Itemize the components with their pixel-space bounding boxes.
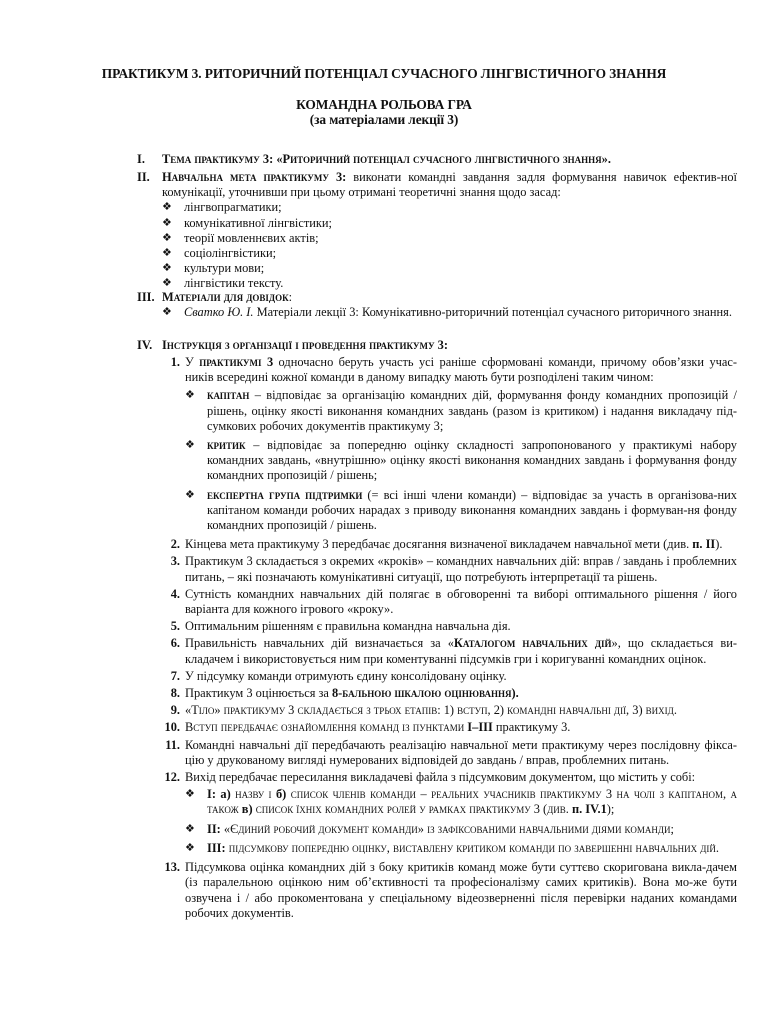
section-1 bbox=[137, 152, 737, 167]
section-2 bbox=[137, 170, 737, 292]
output-item-3: ❖ III: підсумкову попередню оцінку, виставлену критиком команди по завершенні навчальних дій. bbox=[185, 840, 719, 855]
instruction-item-9: 9. «Тіло» практикуму 3 складається з трьох етапів: 1) вступ, 2) командні навчальні дії, 3) вихід. bbox=[170, 703, 677, 718]
instruction-item-4: 4. Сутність командних навчальних дій полягає в обговоренні та виборі оптимального рішення / його варіанта для кожного ігрового «кроку». bbox=[170, 586, 737, 617]
role-list bbox=[185, 388, 737, 533]
section-number: III. bbox=[137, 290, 155, 304]
instruction-item-12: 12. Вихід передбачає пересилання викладачеві файла з підсумковим документом, що містить у собі: ❖ I: а) назву і б) список членів команди – реальних учасників практикуму 3 на чолі з капітаном, а також в) список їхніх командних ролей у рамках практикуму 3 (див. п. IV.1); ❖ II: «Єдиний робочий документ команди» із зафіксованими навчальними діями команди; ❖ III: підсумкову попередню оцінку, виставлену критиком команди по завершенні навчальних дій. bbox=[164, 770, 737, 855]
bullet-icon: ❖ bbox=[185, 439, 195, 452]
section-label: Інструкція з організації і проведення практикуму 3: bbox=[162, 338, 448, 352]
list-item: ❖ комунікативної лінгвістики; bbox=[162, 215, 333, 230]
instruction-item-7: 7. У підсумку команди отримують єдину консолідовану оцінку. bbox=[170, 668, 507, 683]
section-number: II. bbox=[137, 170, 150, 184]
section-number: I. bbox=[137, 152, 145, 166]
role-item-critic: ❖ критик – відповідає за попередню оцінку складності запропонованого у практикумі набору командних завдань, «внутрішню» оцінку якості виконання командних завдань і формування фонду командних пропозицій / рішень; bbox=[185, 438, 737, 483]
list-item: ❖ Сватко Ю. І. Матеріали лекції 3: Комунікативно-риторичний потенціал сучасного риторичного знання. bbox=[162, 305, 732, 320]
bullet-icon: ❖ bbox=[162, 277, 172, 290]
bullet-icon: ❖ bbox=[162, 231, 172, 244]
bullet-icon: ❖ bbox=[162, 201, 172, 214]
output-list bbox=[185, 787, 737, 856]
bullet-list bbox=[162, 305, 737, 320]
section-label: Матеріали для довідок bbox=[162, 290, 289, 304]
author-name: Сватко Ю. І. bbox=[184, 305, 254, 320]
bullet-icon: ❖ bbox=[162, 262, 172, 275]
section-label: Навчальна мета практикуму 3: bbox=[162, 170, 347, 184]
section-number: IV. bbox=[137, 338, 153, 352]
section-4 bbox=[137, 338, 737, 353]
instruction-item-1: 1. У практикумі 3 одночасно беруть участь усі раніше сформовані команди, причому обов’язки учас-ників всередині кожної команди в даному випадку мають бути розподілені таким чином: ❖ капітан – відповідає за організацію командних дій, формування фонду командних пропозицій / рішень, оцінку якості виконання командних завдань (разом із критиком) і надання викладачу під-сумкових робочих документів практикуму 3; ❖ критик – відповідає за попередню оцінку складності запропонованого у практикумі набору командних завдань, «внутрішню» оцінку якості виконання командних завдань і формування фонду командних пропозицій / рішень; ❖ експертна група підтримки (= всі інші члени команди) – відповідає за участь в організова-них капітаном команди робочих нарадах з приводу виконання командних завдань і формуван-ня фонду командних пропозицій / рішень. bbox=[170, 355, 738, 533]
list-item: ❖ лінгвістики тексту. bbox=[162, 276, 284, 291]
list-item: ❖ культури мови; bbox=[162, 261, 265, 276]
document-title: ПРАКТИКУМ 3. РИТОРИЧНИЙ ПОТЕНЦІАЛ СУЧАСНОГО ЛІНГВІСТИЧНОГО ЗНАННЯ bbox=[101, 66, 667, 81]
section-text: «Риторичний потенціал сучасного лінгвістичного знання». bbox=[273, 152, 611, 166]
bullet-icon: ❖ bbox=[162, 216, 172, 229]
bullet-icon: ❖ bbox=[162, 306, 172, 319]
bullet-icon: ❖ bbox=[162, 247, 172, 260]
bullet-icon: ❖ bbox=[185, 788, 195, 801]
section-text: виконати командні завдання задля формування навичок ефектив-ної комунікації, уточнивши при цьому отримані теоретичні знання щодо засад: bbox=[162, 170, 737, 200]
role-item-captain: ❖ капітан – відповідає за організацію командних дій, формування фонду командних пропозицій / рішень, оцінку якості виконання командних завдань (разом із критиком) і надання викладачу під-сумкових робочих документів практикуму 3; bbox=[185, 388, 737, 433]
instruction-item-3: 3. Практикум 3 складається з окремих «кроків» – командних навчальних дій: вправ / завдань і проблемних питань, – які позначають комунікативні ситуації, що потребують інтерпретації та рішень. bbox=[170, 554, 737, 584]
instruction-item-5: 5. Оптимальним рішенням є правильна командна навчальна дія. bbox=[170, 619, 511, 634]
document-subtitle: КОМАНДНА РОЛЬОВА ГРА bbox=[296, 97, 472, 112]
instruction-item-11: 11. Командні навчальні дії передбачають реалізацію навчальної мети практикуму через послідовну фікса-цію у друкованому вигляді нумерованих відповідей до завдань / вправ, проблемних питань. bbox=[165, 737, 737, 767]
instruction-item-2: 2. Кінцева мета практикуму 3 передбачає досягання визначеної викладачем навчальної мети (див. п. II). bbox=[170, 537, 723, 552]
bullet-icon: ❖ bbox=[185, 822, 195, 835]
output-item-1: ❖ I: а) назву і б) список членів команди – реальних учасників практикуму 3 на чолі з капітаном, а також в) список їхніх командних ролей у рамках практикуму 3 (див. п. IV.1); bbox=[185, 787, 737, 817]
list-item: ❖ соціолінгвістики; bbox=[162, 246, 277, 261]
bullet-icon: ❖ bbox=[185, 389, 195, 402]
output-item-2: ❖ II: «Єдиний робочий документ команди» із зафіксованими навчальними діями команди; bbox=[185, 821, 674, 836]
instruction-list bbox=[160, 355, 737, 923]
list-item: ❖ лінгвопрагматики; bbox=[162, 200, 282, 215]
bullet-icon: ❖ bbox=[185, 841, 195, 854]
bullet-icon: ❖ bbox=[185, 488, 195, 501]
instruction-item-13: 13. Підсумкова оцінка командних дій з боку критиків команд може бути суттєво скоригована викла-дачем (із паралельною оцінкою ним об’єктивності та професіоналізму самих критиків). Вона мо-же бути озвучена і / або прокоментована у спеціальному відеозверненні після перевірки наданих командами робочих документів. bbox=[164, 860, 737, 920]
document-note: (за матеріалами лекції 3) bbox=[309, 112, 459, 127]
section-3: III. Матеріали для довідок: ❖ Сватко Ю. І. Матеріали лекції 3: Комунікативно-риторичний потенціал сучасного риторичного знання. bbox=[137, 290, 737, 320]
instruction-item-10: 10. Вступ передбачає ознайомлення команд із пунктами I–III практикуму 3. bbox=[164, 720, 571, 735]
role-item-support: ❖ експертна група підтримки (= всі інші члени команди) – відповідає за участь в організова-них капітаном команди робочих нарадах з приводу виконання командних завдань і формуван-ня фонду командних пропозицій / рішень. bbox=[185, 487, 738, 533]
bullet-list bbox=[162, 200, 737, 291]
section-label: Тема практикуму 3: bbox=[162, 152, 274, 166]
instruction-item-8: 8. Практикум 3 оцінюється за 8-бальною шкалою оцінювання). bbox=[170, 686, 519, 701]
instruction-item-6: 6. Правильність навчальних дій визначається за «Каталогом навчальних дій», що складається ви-кладачем і використовується ним при коментуванні підсумків гри і коригуванні командних оцінок. bbox=[170, 636, 737, 666]
list-item: ❖ теорії мовленнєвих актів; bbox=[162, 230, 319, 245]
